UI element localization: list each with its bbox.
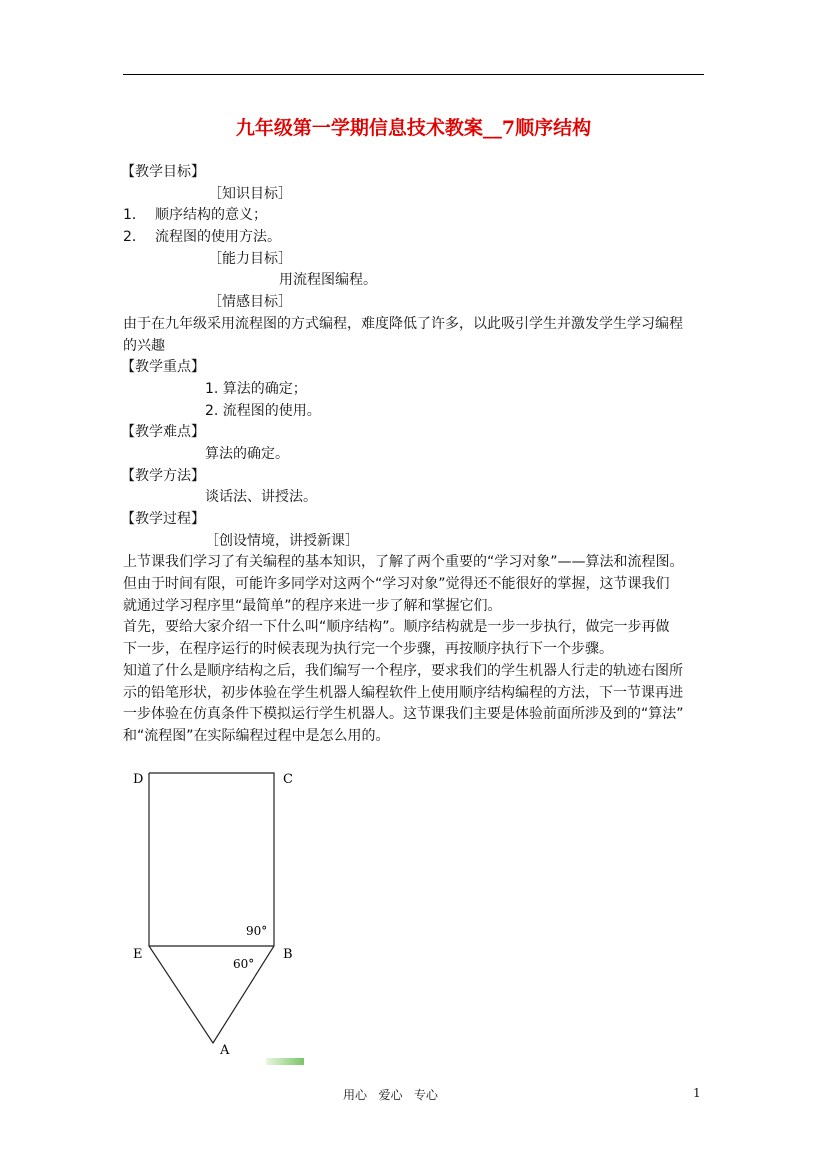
paragraph-line: 知道了什么是顺序结构之后，我们编写一个程序，要求我们的学生机器人行走的轨迹右图所: [123, 662, 683, 679]
ability-goal-text: 用流程图编程。: [279, 272, 377, 289]
list-number: 1．: [123, 207, 146, 224]
ability-goal-label: ［能力目标］: [208, 250, 292, 267]
method-text: 谈话法、讲授法。: [205, 489, 317, 506]
paragraph-line: 下一步，在程序运行的时候表现为执行完一个步骤，再按顺序执行下一个步骤。: [123, 641, 613, 658]
emotion-goal-text: 由于在九年级采用流程图的方式编程，难度降低了许多，以此吸引学生并激发学生学习编程: [123, 315, 683, 332]
difficulty-text: 算法的确定。: [205, 445, 289, 462]
paragraph-line: 示的铅笔形状，初步体验在学生机器人编程软件上使用顺序结构编程的方法，下一节课再进: [123, 684, 683, 701]
section-heading-process: 【教学过程】: [121, 511, 205, 527]
emotion-goal-label: ［情感目标］: [208, 294, 292, 311]
vertex-label-c: C: [283, 772, 293, 787]
list-item: [123, 205, 709, 227]
paragraph-line: 首先，要给大家介绍一下什么叫“顺序结构”。顺序结构就是一步一步执行，做完一步再做: [123, 619, 670, 636]
list-number: 2．: [123, 229, 146, 246]
figure-svg: [128, 766, 308, 1066]
list-item: 2. 流程图的使用。: [205, 402, 321, 419]
process-label: ［创设情境，讲授新课］: [205, 532, 359, 549]
decorative-bar: [266, 1058, 304, 1065]
footer-text: 用心 爱心 专心: [343, 1088, 438, 1102]
section-heading-keypoints: 【教学重点】: [121, 359, 205, 376]
document-title: 九年级第一学期信息技术教案__7顺序结构: [235, 117, 592, 139]
header-rule: [123, 74, 704, 75]
page-number: 1: [693, 1086, 701, 1100]
paragraph-line: 上节课我们学习了有关编程的基本知识，了解了两个重要的“学习对象”——算法和流程图。: [123, 554, 684, 571]
section-heading-method: 【教学方法】: [121, 467, 205, 484]
vertex-label-a: A: [220, 1043, 230, 1058]
paragraph-line: 一步体验在仿真条件下模拟运行学生机器人。这节课我们主要是体验前面所涉及到的“算法”: [123, 706, 684, 723]
pencil-shape-figure: [128, 766, 308, 1066]
vertex-label-d: D: [133, 772, 144, 787]
paragraph-line: 就通过学习程序里“最简单”的程序来进一步了解和掌握它们。: [123, 597, 502, 614]
list-item: 1. 算法的确定；: [205, 380, 307, 397]
paragraph-line: 但由于时间有限，可能许多同学对这两个“学习对象”觉得还不能很好的掌握，这节课我们: [123, 576, 670, 593]
vertex-label-b: B: [283, 947, 293, 962]
list-text: 顺序结构的意义；: [155, 207, 267, 224]
vertex-label-e: E: [133, 947, 143, 962]
document-body: [123, 162, 709, 748]
emotion-goal-text: 的兴趣: [123, 337, 165, 354]
list-item: [123, 227, 709, 249]
paragraph-line: 和“流程图”在实际编程过程中是怎么用的。: [123, 727, 390, 744]
list-text: 流程图的使用方法。: [155, 229, 281, 246]
section-heading-difficulty: 【教学难点】: [121, 424, 205, 441]
shape-outline: [149, 773, 274, 1043]
angle-label-90: 90°: [246, 924, 268, 938]
knowledge-goal-label: ［知识目标］: [208, 185, 292, 202]
angle-label-60: 60°: [233, 957, 255, 971]
section-heading-goals: 【教学目标】: [121, 164, 205, 180]
